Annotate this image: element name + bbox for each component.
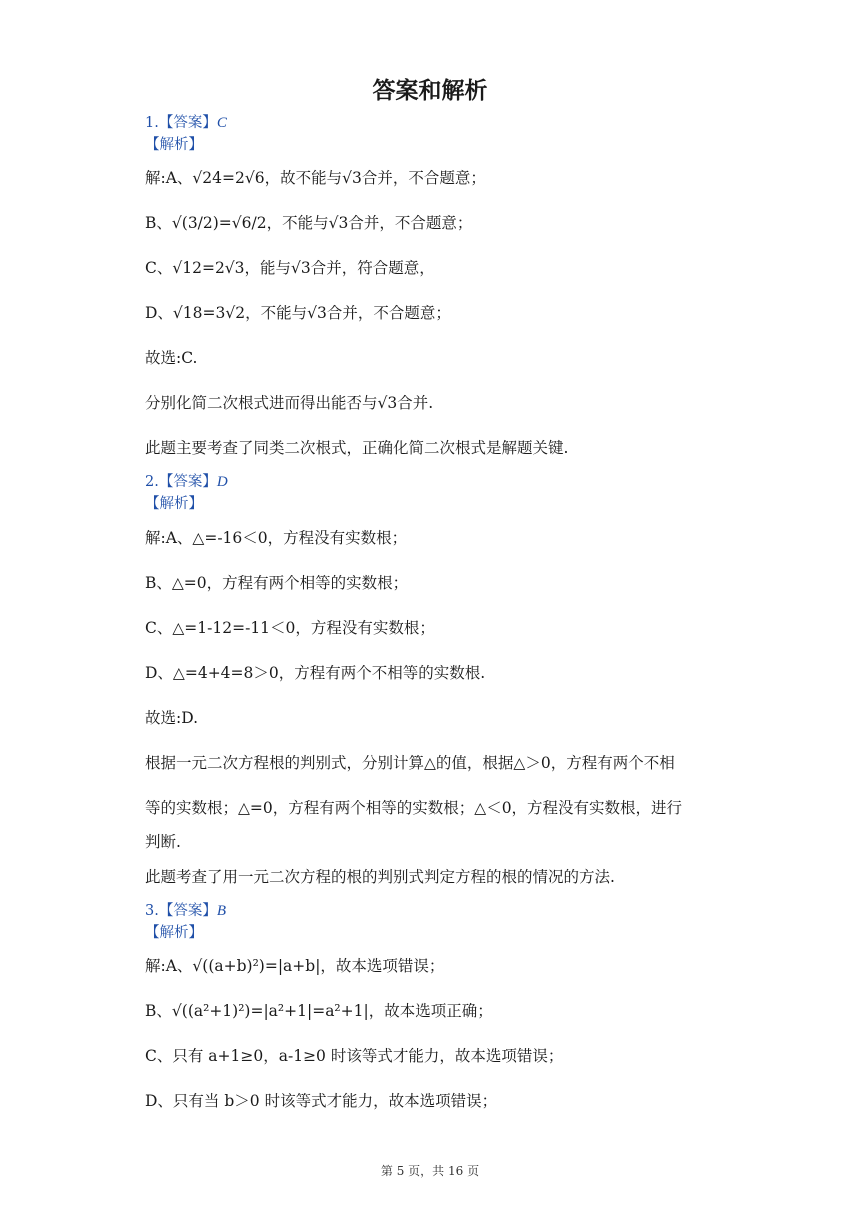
q3-answer-line xyxy=(145,900,226,922)
q1-line-6: 分别化简二次根式进而得出能否与√3合并. xyxy=(145,394,434,412)
q2-analysis-label: 【解析】 xyxy=(145,496,203,512)
q1-line-7: 此题主要考查了同类二次根式，正确化简二次根式是解题关键. xyxy=(145,439,569,457)
q2-line-4: D、△=4+4=8＞0，方程有两个不相等的实数根. xyxy=(145,664,486,682)
q2-line-9: 此题考查了用一元二次方程的根的判别式判定方程的根的情况的方法. xyxy=(145,868,615,886)
q1-analysis-label: 【解析】 xyxy=(145,137,203,153)
q2-answer-value: D xyxy=(216,474,228,490)
q2-line-5: 故选:D. xyxy=(145,709,199,727)
q1-line-2: B、√(3/2)=√6/2，不能与√3合并，不合题意； xyxy=(145,214,473,232)
q1-line-3: C、√12=2√3，能与√3合并，符合题意， xyxy=(145,259,435,277)
q1-answer-line xyxy=(145,112,227,134)
q3-analysis-label: 【解析】 xyxy=(145,925,203,941)
page-footer: 第 5 页，共 16 页 xyxy=(380,1164,480,1178)
page-title: 答案和解析 xyxy=(372,78,488,104)
q2-answer-label: 2.【答案】 xyxy=(145,474,217,490)
q3-answer-value: B xyxy=(216,903,227,919)
q1-line-4: D、√18=3√2，不能与√3合并，不合题意； xyxy=(145,304,451,322)
q1-answer-value: C xyxy=(216,115,227,131)
q3-line-2: B、√((a²+1)²)=|a²+1|=a²+1|，故本选项正确； xyxy=(145,1002,493,1020)
q3-line-3: C、只有 a+1≥0，a-1≥0 时该等式才能力，故本选项错误； xyxy=(145,1047,564,1065)
q2-answer-line xyxy=(145,471,228,493)
q3-line-4: D、只有当 b＞0 时该等式才能力，故本选项错误； xyxy=(145,1092,498,1110)
q2-line-8: 判断. xyxy=(145,833,181,851)
q2-line-2: B、△=0，方程有两个相等的实数根； xyxy=(145,574,409,592)
q2-line-1: 解:A、△=-16＜0，方程没有实数根； xyxy=(145,529,408,547)
q3-answer-label: 3.【答案】 xyxy=(145,903,217,919)
q2-line-7: 等的实数根；△=0，方程有两个相等的实数根；△＜0，方程没有实数根，进行 xyxy=(145,799,683,817)
q1-line-5: 故选:C. xyxy=(145,349,198,367)
q1-answer-label: 1.【答案】 xyxy=(145,115,217,131)
q1-line-1: 解:A、√24=2√6，故不能与√3合并，不合题意； xyxy=(145,169,486,187)
q2-line-6: 根据一元二次方程根的判别式，分别计算△的值，根据△＞0，方程有两个不相 xyxy=(145,754,675,772)
q2-line-3: C、△=1-12=-11＜0，方程没有实数根； xyxy=(145,619,435,637)
q3-line-1: 解:A、√((a+b)²)=|a+b|，故本选项错误； xyxy=(145,957,445,975)
